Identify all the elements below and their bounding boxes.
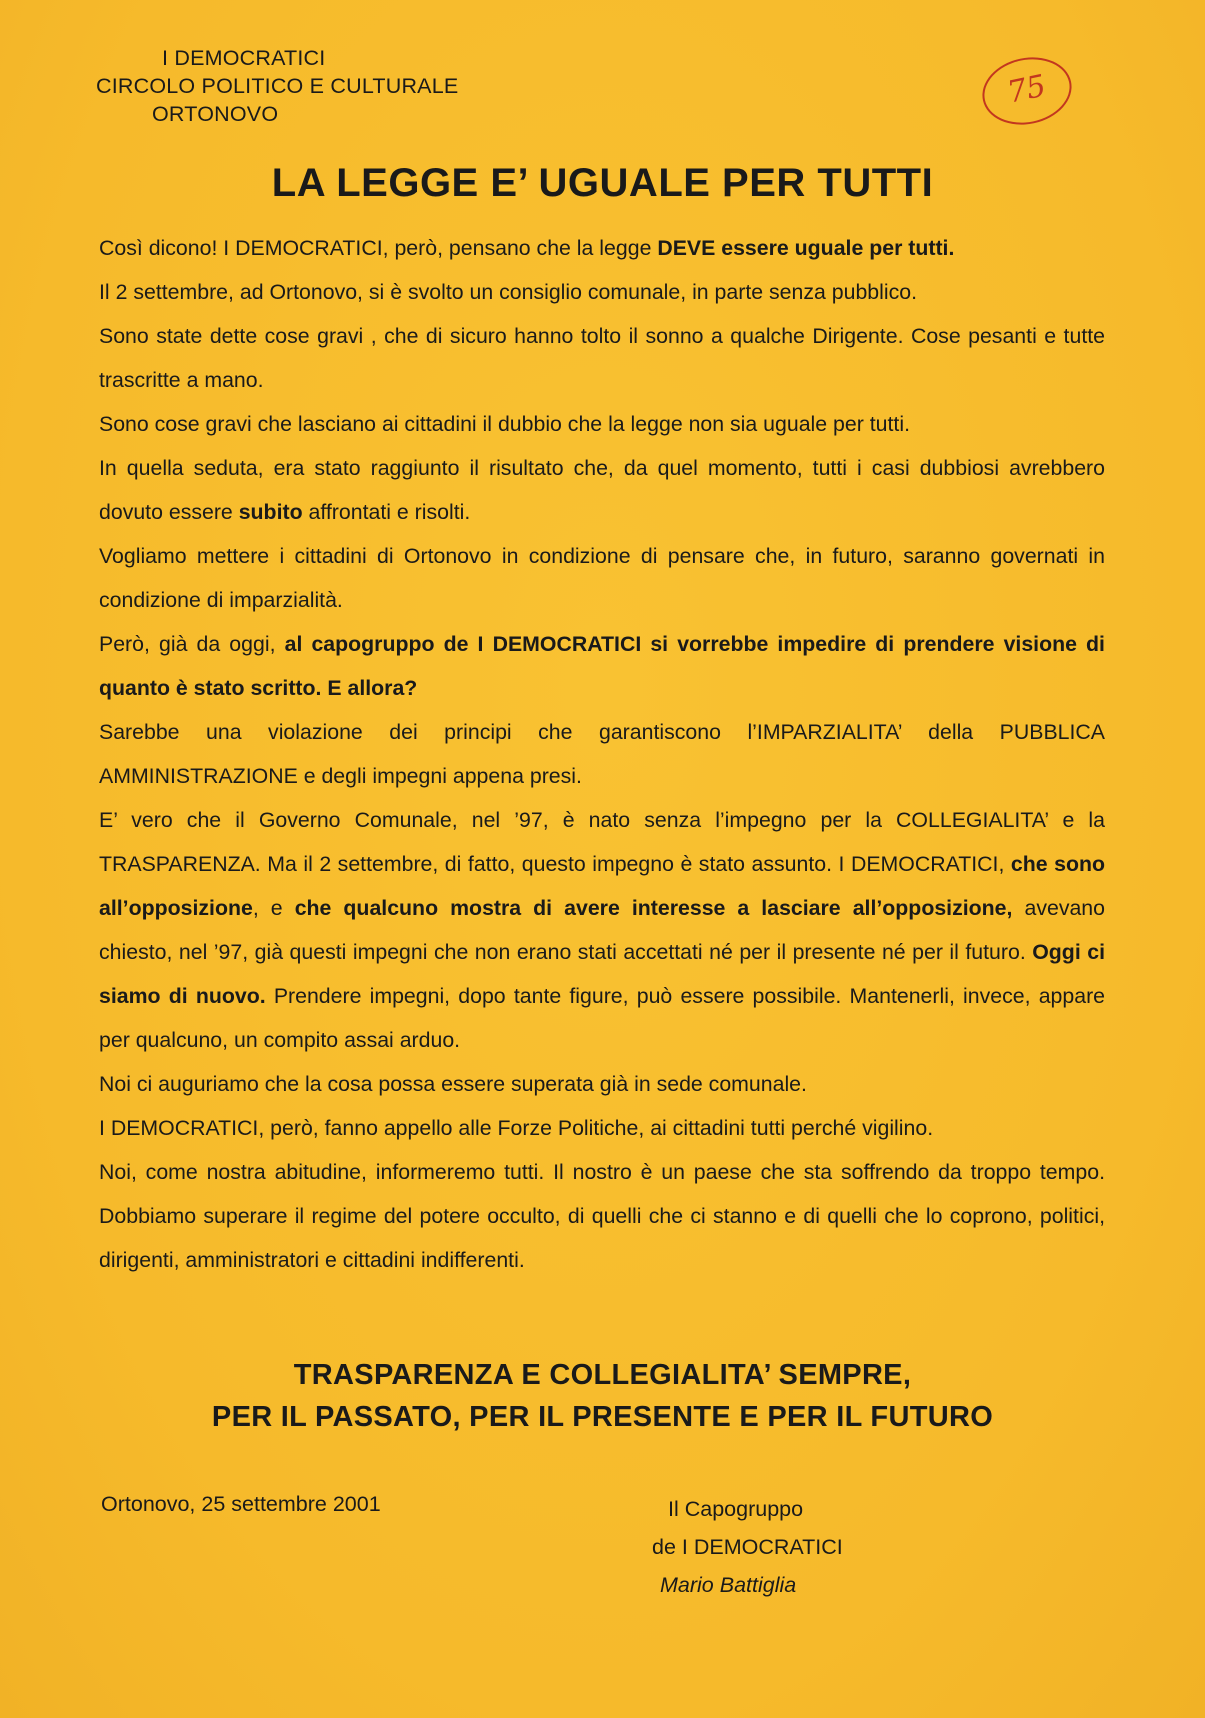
slogan-line-1: TRASPARENZA E COLLEGIALITA’ SEMPRE, bbox=[293, 1359, 912, 1391]
stamp-number: 75 bbox=[1004, 68, 1050, 111]
body-bold-text: DEVE essere uguale per tutti. bbox=[657, 236, 955, 260]
signer-role: Il Capogruppo bbox=[668, 1497, 804, 1521]
body-paragraph-8: Sarebbe una violazione dei principi che garantiscono l’IMPARZIALITA’ della PUBBLICA AMMINISTRAZIONE e degli impegni appena presi. bbox=[99, 720, 1105, 788]
body-bold-text: che qualcuno mostra di avere interesse a lasciare all’opposizione, bbox=[294, 896, 1013, 920]
place-and-date: Ortonovo, 25 settembre 2001 bbox=[101, 1492, 381, 1516]
handwritten-number-stamp bbox=[976, 49, 1078, 132]
body-paragraph-5 bbox=[99, 446, 1105, 534]
body-text: affrontati e risolti. bbox=[302, 500, 471, 524]
body-paragraph-3: Sono state dette cose gravi , che di sicuro hanno tolto il sonno a qualche Dirigente. Cose pesanti e tutte trascritte a mano. bbox=[99, 324, 1105, 392]
body-text: E’ vero che il Governo Comunale, nel ’97, è nato senza l’impegno per la COLLEGIALITA’ e la TRASPARENZA. Ma il 2 settembre, di fatto, questo impegno è stato assunto. I DEMOCRATICI, bbox=[99, 808, 1105, 876]
signer-name: Mario Battiglia bbox=[660, 1573, 797, 1597]
body-text: In quella seduta, era stato raggiunto il risultato che, da quel momento, tutti i casi dubbiosi avrebbero dovuto essere bbox=[99, 456, 1105, 524]
organization-town: ORTONOVO bbox=[152, 102, 279, 126]
body-paragraph-2: Il 2 settembre, ad Ortonovo, si è svolto un consiglio comunale, in parte senza pubblico. bbox=[99, 280, 918, 304]
signature-block bbox=[652, 1490, 843, 1604]
body-bold-text: Oggi ci siamo di nuovo. bbox=[99, 940, 1105, 1008]
organization-subtitle: CIRCOLO POLITICO E CULTURALE bbox=[96, 74, 459, 98]
body-paragraph-10: Noi ci auguriamo che la cosa possa essere superata già in sede comunale. bbox=[99, 1072, 807, 1096]
organization-header bbox=[96, 44, 556, 128]
closing-slogan bbox=[0, 1354, 1205, 1438]
body-bold-text: che sono all’opposizione bbox=[99, 852, 1105, 920]
body-paragraph-4: Sono cose gravi che lasciano ai cittadini il dubbio che la legge non sia uguale per tutti. bbox=[99, 412, 910, 436]
document-title: LA LEGGE E’ UGUALE PER TUTTI bbox=[271, 161, 934, 205]
body-paragraph-12: Noi, come nostra abitudine, informeremo tutti. Il nostro è un paese che sta soffrendo da troppo tempo. Dobbiamo superare il regime del potere occulto, di quelli che ci stanno e di quelli che lo coprono, politici, dirigenti, amministratori e cittadini indifferenti. bbox=[99, 1160, 1105, 1272]
body-text: Prendere impegni, dopo tante figure, può essere possibile. Mantenerli, invece, appare per qualcuno, un compito assai arduo. bbox=[99, 984, 1106, 1052]
signer-group: de I DEMOCRATICI bbox=[652, 1535, 843, 1559]
body-paragraph-7 bbox=[99, 622, 1105, 710]
body-text: , e bbox=[252, 896, 295, 920]
body-paragraph-9 bbox=[99, 798, 1105, 1062]
slogan-line-2: PER IL PASSATO, PER IL PRESENTE E PER IL FUTURO bbox=[211, 1401, 994, 1433]
body-paragraph-11: I DEMOCRATICI, però, fanno appello alle Forze Politiche, ai cittadini tutti perché vigilino. bbox=[99, 1116, 934, 1140]
body-bold-text: al capogruppo de I DEMOCRATICI si vorrebbe impedire di prendere visione di quanto è stato scritto. E allora? bbox=[99, 632, 1105, 700]
body-paragraph-1 bbox=[99, 226, 1105, 270]
organization-name: I DEMOCRATICI bbox=[162, 46, 326, 70]
body-bold-text: subito bbox=[238, 500, 303, 524]
body-text: Però, già da oggi, bbox=[99, 632, 285, 656]
body-paragraph-6: Vogliamo mettere i cittadini di Ortonovo in condizione di pensare che, in futuro, saranno governati in condizione di imparzialità. bbox=[99, 544, 1105, 612]
body-text: avevano chiesto, nel ’97, già questi impegni che non erano stati accettati né per il presente né per il futuro. bbox=[99, 896, 1105, 964]
document-body bbox=[99, 226, 1105, 1282]
body-text: Così dicono! I DEMOCRATICI, però, pensano che la legge bbox=[99, 236, 658, 260]
